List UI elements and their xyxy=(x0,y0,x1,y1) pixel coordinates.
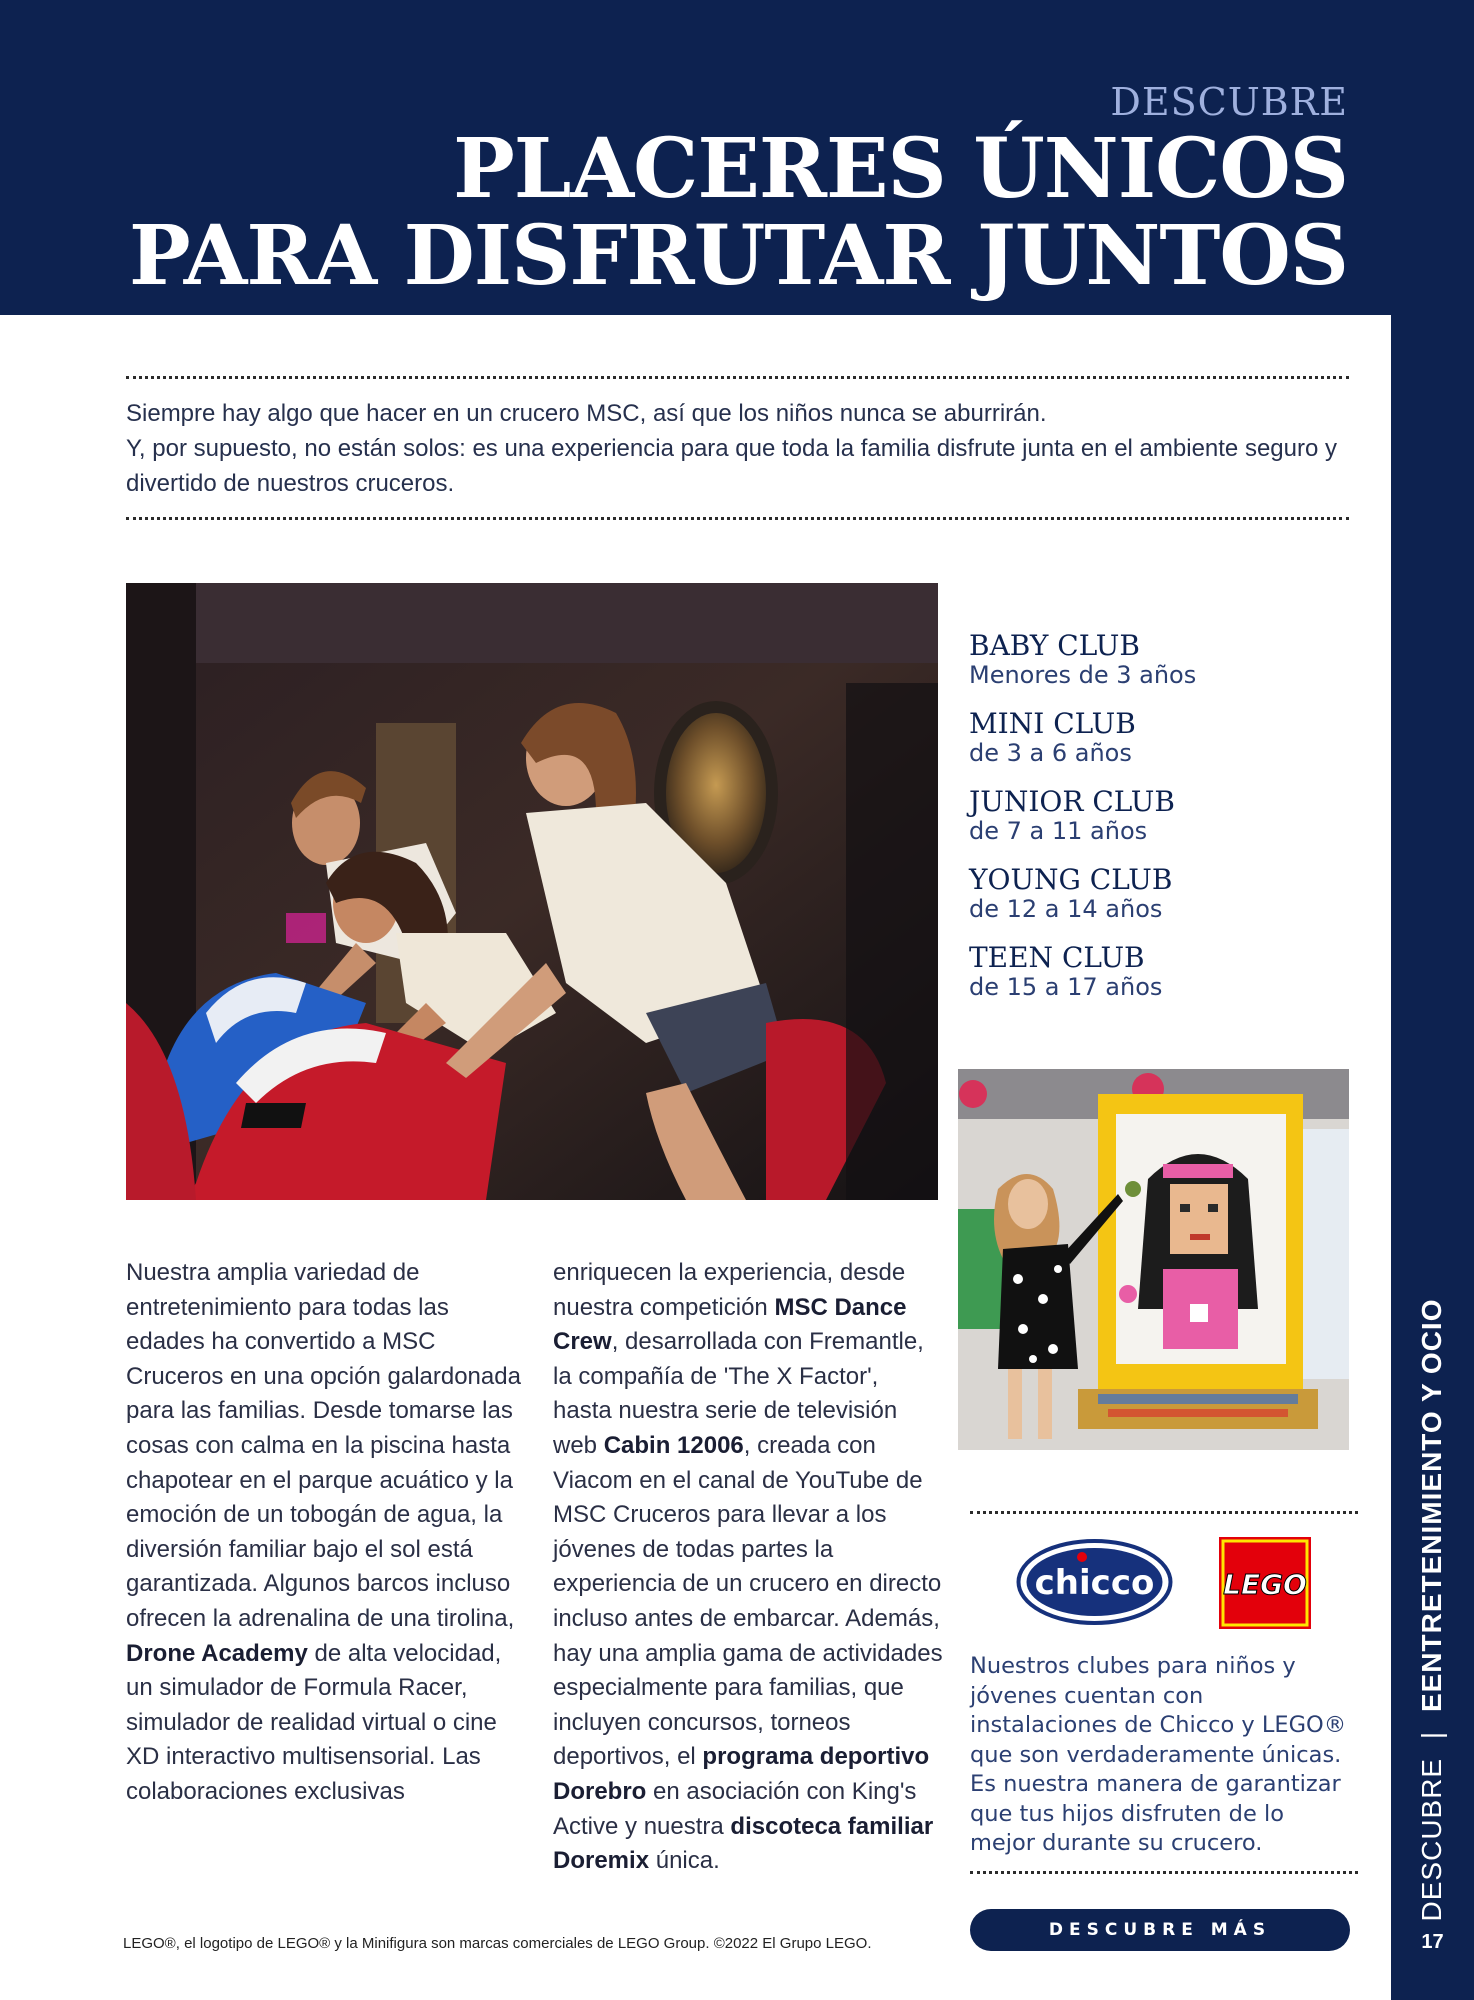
body-paragraph xyxy=(126,1256,526,1810)
divider-dotted xyxy=(126,517,1349,520)
highlight-dorebro: programa deportivo Dorebro xyxy=(553,1743,930,1805)
side-separator: | xyxy=(1416,1730,1447,1740)
club-item-young xyxy=(969,864,1349,923)
side-topic: EENTRETENIMIENTO Y OCIO xyxy=(1416,1298,1447,1713)
divider-dotted xyxy=(970,1871,1358,1874)
club-age: de 15 a 17 años xyxy=(969,973,1163,1001)
club-age: Menores de 3 años xyxy=(969,661,1197,689)
clubs-note xyxy=(970,1652,1355,1859)
highlight-drone-academy: Drone Academy xyxy=(126,1639,308,1667)
body-text: en asociación con King's Active y nuestra xyxy=(553,1777,917,1840)
lego-mosaic-photo xyxy=(958,1069,1349,1450)
discover-more-button[interactable]: DESCUBRE MÁS xyxy=(970,1909,1350,1951)
highlight-doremix: discoteca familiar Doremix xyxy=(553,1812,934,1875)
club-item-mini xyxy=(969,708,1349,767)
page-title-line-1: PLACERES ÚNICOS xyxy=(453,121,1348,217)
body-text: , creada con Viacom en el canal de YouTube de MSC Cruceros para llevar a los jóvenes de todas partes la experiencia de un crucero en directo incluso antes de embarcar. Además, hay una amplia gama de actividades especialmente para familias, que incluyen concursos, torneos deportivos, el xyxy=(553,1431,943,1771)
legal-notice: LEGO®, el logotipo de LEGO® y la Minifigura son marcas comerciales de LEGO Group. ©2022 El Grupo LEGO. xyxy=(123,1935,872,1952)
clubs-note-p2: Es nuestra manera de garantizar que tus hijos disfruten de lo mejor durante su crucero. xyxy=(970,1771,1341,1856)
body-text: única. xyxy=(649,1847,720,1875)
clubs-note-p1: Nuestros clubes para niños y jóvenes cuentan con instalaciones de Chicco y LEGO® que son verdaderamente únicas. xyxy=(970,1653,1347,1768)
arcade-photo xyxy=(126,583,938,1200)
page-title-line-2: PARA DISFRUTAR JUNTOS xyxy=(129,208,1348,304)
chicco-logo xyxy=(1016,1538,1173,1626)
divider-dotted xyxy=(126,376,1349,379)
body-text: enriquecen la experiencia, desde nuestra competición xyxy=(553,1259,906,1321)
intro-line-1: Siempre hay algo que hacer en un crucero MSC, así que los niños nunca se aburrirán. xyxy=(126,400,1047,427)
section-side-label xyxy=(1416,1299,1448,1922)
intro-text xyxy=(126,396,1346,501)
highlight-cabin-12006: Cabin 12006 xyxy=(603,1431,744,1459)
highlight-msc-dance-crew: MSC Dance Crew xyxy=(553,1293,907,1356)
clubs-list xyxy=(969,630,1349,1020)
club-item-junior xyxy=(969,786,1349,845)
club-name: YOUNG CLUB xyxy=(969,863,1173,896)
header-banner xyxy=(0,0,1474,315)
club-age: de 12 a 14 años xyxy=(969,895,1163,923)
body-column-2 xyxy=(553,1256,943,1879)
club-item-teen xyxy=(969,942,1349,1001)
chicco-logo-text: chicco xyxy=(1034,1563,1155,1603)
body-text: , desarrollada con Fremantle, la compañía de 'The X Factor', hasta nuestra serie de televisión web xyxy=(553,1328,924,1459)
side-section-name: DESCUBRE xyxy=(1416,1757,1447,1922)
club-age: de 7 a 11 años xyxy=(969,817,1148,845)
divider-dotted xyxy=(970,1511,1358,1514)
body-column-1 xyxy=(126,1256,526,1810)
lego-logo xyxy=(1219,1537,1311,1629)
club-name: JUNIOR CLUB xyxy=(969,785,1175,818)
club-name: MINI CLUB xyxy=(969,707,1136,740)
lego-logo-text: LEGO xyxy=(1223,1568,1307,1601)
page-number: 17 xyxy=(1421,1931,1444,1953)
club-name: TEEN CLUB xyxy=(969,941,1145,974)
club-item-baby xyxy=(969,630,1349,689)
header-kicker: DESCUBRE xyxy=(1110,80,1348,124)
body-text: Nuestra amplia variedad de entretenimiento para todas las edades ha convertido a MSC Cruceros en una opción galardonada para las familias. Desde tomarse las cosas con calma en la piscina hasta chapotear en el parque acuático y la emoción de un tobogán de agua, la diversión familiar bajo el sol está garantizada. Algunos barcos incluso ofrecen la adrenalina de una tirolina, xyxy=(126,1259,521,1632)
body-paragraph xyxy=(553,1256,943,1879)
club-name: BABY CLUB xyxy=(969,629,1140,662)
intro-line-2: Y, por supuesto, no están solos: es una experiencia para que toda la familia disfrute junta en el ambiente seguro y divertido de nuestros cruceros. xyxy=(126,435,1337,497)
club-age: de 3 a 6 años xyxy=(969,739,1132,767)
body-text: de alta velocidad, un simulador de Formula Racer, simulador de realidad virtual o cine XD interactivo multisensorial. Las colaboraciones exclusivas xyxy=(126,1639,502,1805)
